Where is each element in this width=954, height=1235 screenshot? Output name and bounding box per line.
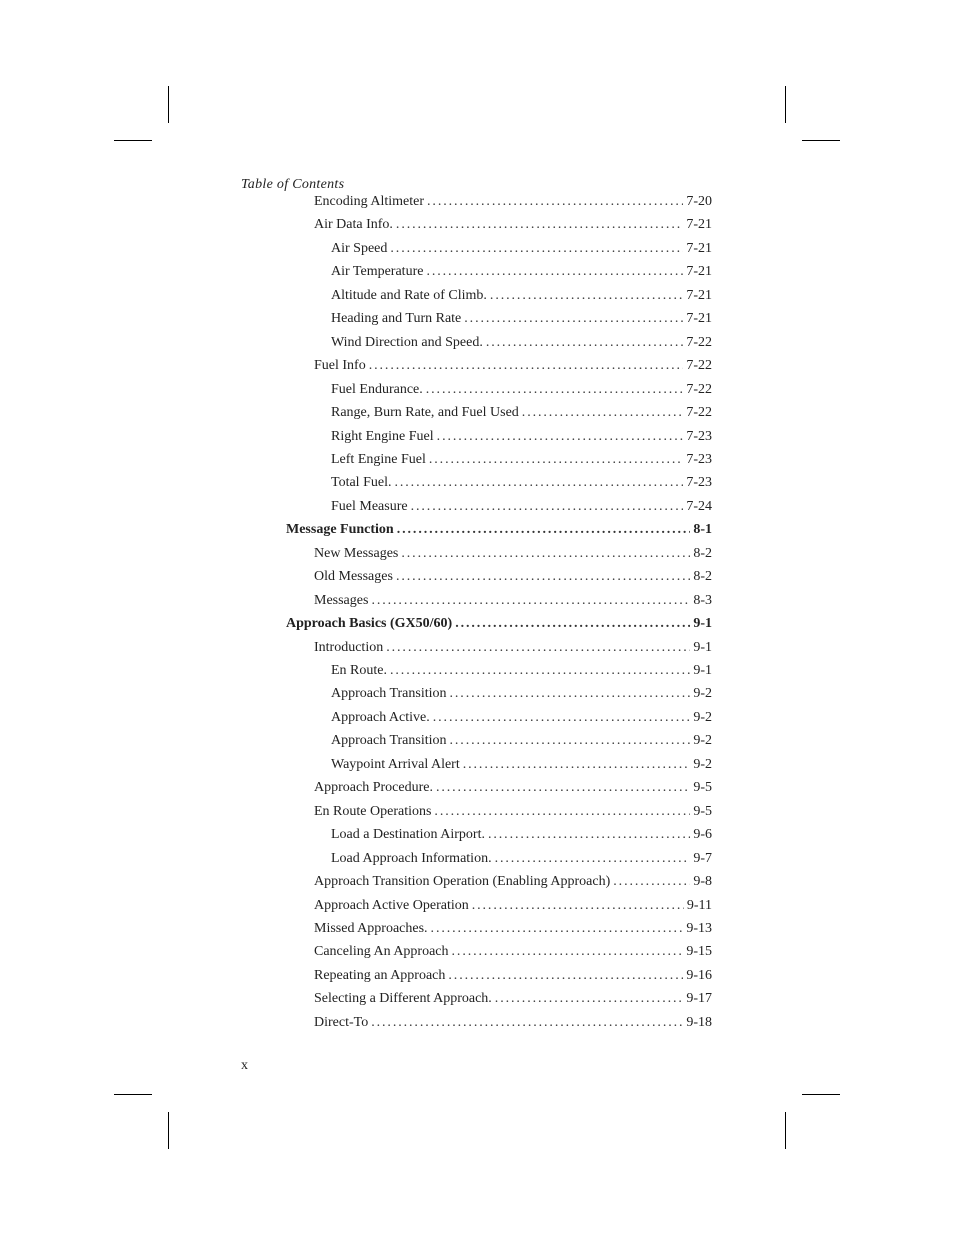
toc-leader-dots	[371, 1015, 683, 1031]
crop-mark-top-left-vertical	[168, 86, 169, 123]
toc-leader-dots	[390, 663, 690, 679]
toc-leader-dots	[450, 733, 691, 749]
toc-entry-title: Load a Destination Airport.	[331, 827, 485, 843]
toc-entry[interactable]	[331, 757, 712, 777]
toc-entry-title: Selecting a Different Approach.	[314, 991, 492, 1007]
toc-entry[interactable]	[331, 663, 712, 683]
toc-entry-page: 7-21	[686, 240, 712, 256]
crop-mark-bottom-right-vertical	[785, 1112, 786, 1149]
toc-leader-dots	[448, 968, 683, 984]
toc-entry[interactable]	[331, 499, 712, 519]
toc-entry-title: Approach Transition	[331, 686, 447, 702]
toc-entry-title: Left Engine Fuel	[331, 451, 426, 467]
toc-leader-dots	[472, 898, 684, 914]
toc-entry-title: Introduction	[314, 639, 384, 655]
crop-mark-top-right-horizontal	[802, 140, 840, 141]
toc-entry-title: Fuel Info	[314, 358, 366, 374]
toc-entry-page: 9-7	[693, 850, 712, 866]
toc-entry[interactable]	[331, 264, 712, 284]
toc-entry-page: 9-2	[693, 686, 712, 702]
toc-entry-title: Encoding Altimeter	[314, 194, 425, 209]
toc-entry-page: 9-1	[693, 616, 712, 632]
toc-entry-page: 7-21	[686, 264, 712, 280]
toc-leader-dots	[411, 499, 684, 515]
toc-entry[interactable]	[331, 405, 712, 425]
toc-entry-page: 9-2	[693, 756, 712, 772]
crop-mark-top-right-vertical	[785, 86, 786, 123]
toc-leader-dots	[427, 194, 683, 210]
running-header: Table of Contents	[241, 177, 345, 192]
toc-entry-title: Old Messages	[314, 569, 393, 585]
toc-leader-dots	[495, 851, 691, 867]
toc-leader-dots	[431, 921, 684, 937]
toc-entry[interactable]	[314, 593, 712, 613]
toc-entry-page: 7-22	[686, 405, 712, 421]
toc-leader-dots	[426, 264, 683, 280]
toc-entry[interactable]	[331, 827, 712, 847]
toc-leader-dots	[613, 874, 690, 890]
toc-entry-title: Messages	[314, 592, 369, 608]
toc-entry-page: 7-20	[686, 194, 712, 209]
toc-entry-page: 8-2	[693, 545, 712, 561]
toc-entry[interactable]	[314, 1015, 712, 1035]
toc-entry-title: Approach Active.	[331, 709, 430, 725]
toc-entry-page: 7-22	[686, 381, 712, 397]
toc-entry-title: Air Speed	[331, 240, 388, 256]
toc-entry[interactable]	[314, 569, 712, 589]
toc-entry-page: 8-2	[693, 569, 712, 585]
toc-leader-dots	[455, 616, 690, 632]
toc-entry-title: Approach Procedure.	[314, 780, 433, 796]
toc-entry[interactable]	[314, 546, 712, 566]
toc-entry[interactable]	[314, 640, 712, 660]
page-number: x	[241, 1058, 248, 1073]
toc-entry[interactable]	[314, 874, 712, 894]
toc-entry-title: Canceling An Approach	[314, 944, 449, 960]
toc-entry[interactable]	[331, 452, 712, 472]
toc-entry[interactable]	[331, 288, 712, 308]
toc-entry-page: 9-8	[693, 874, 712, 890]
crop-mark-bottom-left-vertical	[168, 1112, 169, 1149]
toc-entry-page: 9-13	[686, 920, 712, 936]
toc-leader-dots	[369, 358, 684, 374]
toc-entry-page: 9-1	[693, 663, 712, 678]
toc-entry[interactable]	[314, 898, 712, 918]
toc-entry-title: Fuel Endurance.	[331, 381, 423, 397]
toc-entry[interactable]	[314, 780, 712, 800]
toc-leader-dots	[450, 686, 691, 702]
toc-entry-title: Direct-To	[314, 1014, 369, 1030]
toc-leader-dots	[522, 405, 684, 421]
toc-leader-dots	[429, 452, 683, 468]
toc-leader-dots	[433, 710, 691, 726]
toc-entry-title: Total Fuel.	[331, 475, 392, 491]
toc-entry-page: 8-3	[693, 592, 712, 608]
toc-entry[interactable]	[331, 851, 712, 871]
toc-entry[interactable]	[331, 311, 712, 331]
toc-leader-dots	[390, 241, 683, 257]
toc-entry[interactable]	[286, 522, 712, 542]
toc-entry-page: 7-24	[686, 498, 712, 514]
toc-entry[interactable]	[314, 991, 712, 1011]
toc-entry-title: Approach Basics (GX50/60)	[286, 616, 453, 632]
toc-entry-page: 9-16	[686, 967, 712, 983]
toc-entry-title: Altitude and Rate of Climb.	[331, 287, 487, 303]
toc-leader-dots	[386, 640, 690, 656]
toc-entry-page: 7-23	[686, 451, 712, 467]
toc-entry[interactable]	[331, 475, 712, 495]
toc-entry-title: En Route.	[331, 663, 387, 678]
toc-leader-dots	[463, 757, 691, 773]
toc-entry-page: 9-17	[686, 991, 712, 1007]
toc-entry[interactable]	[314, 194, 712, 214]
toc-leader-dots	[452, 944, 684, 960]
toc-entry-title: Missed Approaches.	[314, 920, 428, 936]
toc-entry-title: New Messages	[314, 545, 399, 561]
toc-leader-dots	[495, 991, 684, 1007]
toc-entry-title: Heading and Turn Rate	[331, 311, 462, 327]
toc-leader-dots	[371, 593, 690, 609]
toc-entry-title: Approach Transition	[331, 733, 447, 749]
toc-entry-page: 9-1	[693, 639, 712, 655]
toc-entry-title: Approach Active Operation	[314, 897, 469, 913]
toc-entry[interactable]	[314, 217, 712, 237]
toc-leader-dots	[396, 569, 690, 585]
crop-mark-top-left-horizontal	[114, 140, 152, 141]
toc-leader-dots	[490, 288, 683, 304]
toc-entry[interactable]	[331, 733, 712, 753]
toc-leader-dots	[488, 827, 690, 843]
toc-entry-title: Message Function	[286, 522, 394, 538]
toc-entry-page: 9-6	[693, 827, 712, 843]
crop-mark-bottom-right-horizontal	[802, 1094, 840, 1095]
toc-entry-page: 7-21	[686, 287, 712, 303]
toc-entry-title: Right Engine Fuel	[331, 428, 434, 444]
toc-entry[interactable]	[331, 710, 712, 730]
toc-entry-title: En Route Operations	[314, 803, 432, 819]
toc-leader-dots	[437, 429, 684, 445]
toc-entry-page: 7-23	[686, 475, 712, 491]
toc-entry-page: 9-2	[693, 709, 712, 725]
toc-entry-page: 7-22	[686, 334, 712, 350]
toc-entry[interactable]	[331, 241, 712, 261]
toc-entry-title: Air Data Info.	[314, 217, 393, 233]
toc-leader-dots	[396, 217, 683, 233]
toc-entry-page: 9-2	[693, 733, 712, 749]
toc-entry-page: 7-21	[686, 217, 712, 233]
toc-entry-page: 9-15	[686, 944, 712, 960]
toc-leader-dots	[401, 546, 690, 562]
toc-entry[interactable]	[331, 335, 712, 355]
toc-entry-page: 9-5	[693, 780, 712, 796]
toc-entry[interactable]	[314, 358, 712, 378]
toc-entry-page: 7-23	[686, 428, 712, 444]
toc-entry-title: Approach Transition Operation (Enabling Approach)	[314, 874, 611, 890]
toc-leader-dots	[426, 382, 684, 398]
toc-entry[interactable]	[314, 944, 712, 964]
toc-entry[interactable]	[286, 616, 712, 636]
toc-entry-page: 8-1	[693, 522, 712, 538]
toc-entry-title: Range, Burn Rate, and Fuel Used	[331, 405, 519, 421]
toc-entry[interactable]	[314, 968, 712, 988]
toc-entry[interactable]	[314, 804, 712, 824]
toc-leader-dots	[486, 335, 683, 351]
toc-entry-page: 7-22	[686, 358, 712, 374]
toc-entry-title: Fuel Measure	[331, 498, 408, 514]
toc-entry-page: 7-21	[686, 311, 712, 327]
toc-entry[interactable]	[331, 686, 712, 706]
toc-entry-title: Air Temperature	[331, 264, 424, 280]
toc-entry-page: 9-5	[693, 803, 712, 819]
crop-mark-bottom-left-horizontal	[114, 1094, 152, 1095]
toc-entry[interactable]	[331, 382, 712, 402]
toc-entry[interactable]	[314, 921, 712, 941]
toc-entry[interactable]	[331, 429, 712, 449]
toc-leader-dots	[436, 780, 690, 796]
toc-entry-title: Load Approach Information.	[331, 850, 492, 866]
toc-leader-dots	[434, 804, 690, 820]
toc-entry-page: 9-18	[686, 1014, 712, 1030]
toc-leader-dots	[394, 475, 683, 491]
toc-entry-page: 9-11	[686, 897, 712, 913]
toc-entry-title: Wind Direction and Speed.	[331, 334, 483, 350]
toc-entry-title: Repeating an Approach	[314, 967, 446, 983]
toc-leader-dots	[397, 522, 691, 538]
toc-entry-title: Waypoint Arrival Alert	[331, 756, 460, 772]
toc-leader-dots	[464, 311, 683, 327]
